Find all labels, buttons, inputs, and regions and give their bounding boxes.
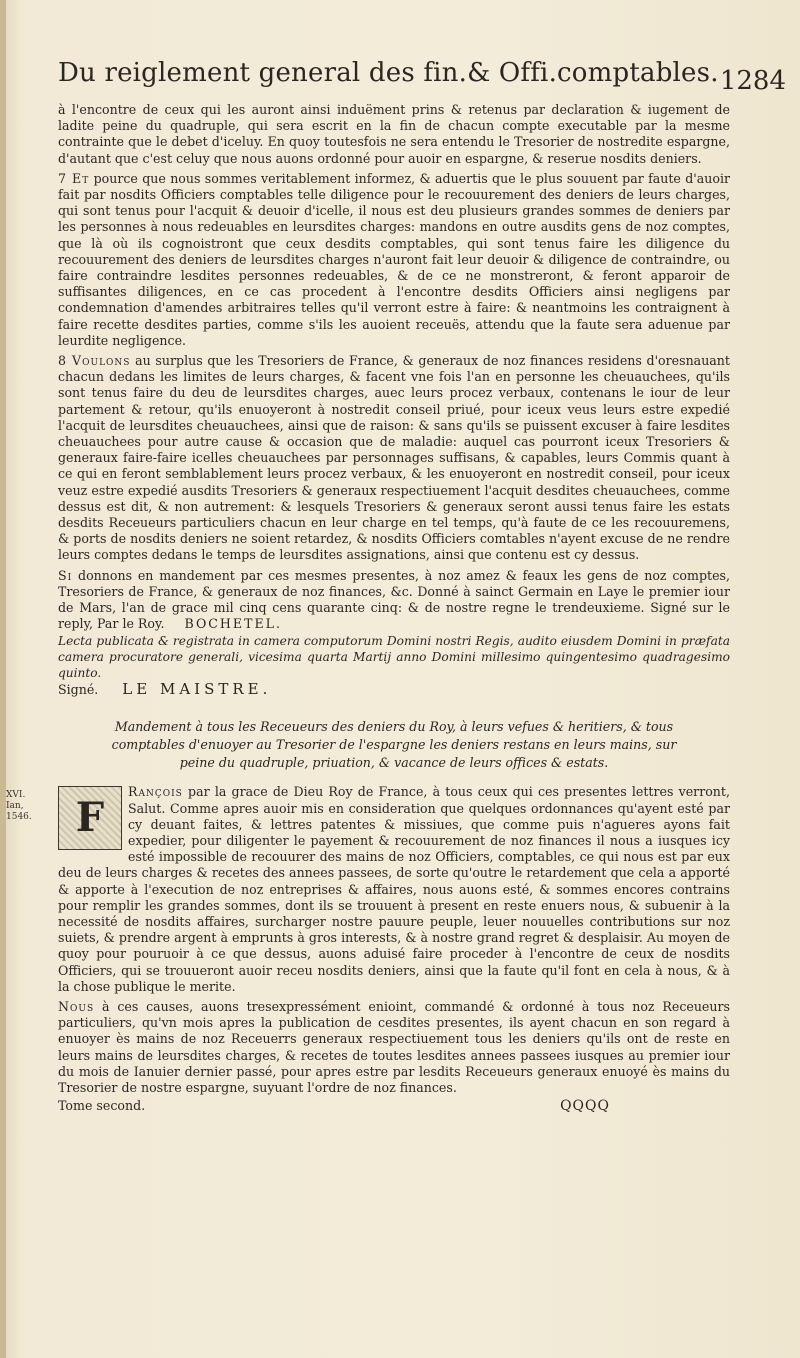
paragraph-7: [58, 171, 730, 349]
article-number: 7: [58, 170, 67, 186]
page-number: 1284: [719, 66, 786, 96]
body-text: [6, 102, 730, 1115]
paragraph-text: donnons en mandement par ces mesmes presentes, à noz amez & feaux les gens de noz comptes, Tresoriers de France, & generaux de noz finances, &c. Donné à sainct Germain en Laye le premier iour de Mars, l'an de grace mil cinq cens quarante cinq: & de nostre regne le trendeuxieme. Signé sur le reply, Par le Roy.: [58, 567, 730, 632]
running-title: Du reiglement general des fin.& Offi.comptables.: [58, 58, 719, 88]
paragraph-8: [58, 353, 730, 564]
second-document: [6, 784, 730, 1115]
margin-note-line: XVI.: [6, 790, 26, 801]
signe-label: Signé.: [58, 682, 99, 698]
signature-line: [58, 681, 730, 698]
page-header: [58, 58, 786, 96]
paragraph-9: [58, 568, 730, 633]
lead-word: Nous: [58, 998, 95, 1014]
page-footer: [58, 1098, 730, 1114]
lead-word: Rançois: [128, 784, 183, 800]
paragraph-6-continuation: à l'encontre de ceux qui les auront ainsi induëment prins & retenus par declaration & iugement de ladite peine du quadruple, qui sera escrit en la fin de chacun compte executable par la mesme contrainte que le debet d'iceluy. En quoy toutesfois ne sera entendu le Tresorier de nostredite espargne, d'autant que c'est celuy que nous auons ordonné pour auoir en espargne, & reserue nosdits deniers.: [58, 102, 730, 166]
mandate-title: Mandement à tous les Receueurs des deniers du Roy, à leurs vefues & heritiers, & tous comptables d'enuoyer au Tresorier de l'espargne les deniers restans en leurs mains, sur peine du quadruple, priuation, & vacance de leurs offices & estats.: [111, 719, 677, 771]
registration-note: Lecta publicata & registrata in camera computorum Domini nostri Regis, audito eiusdem Domini in præfata camera procuratore generali, vicesima quarta Martij anno Domini millesimo quingentesimo quadragesimo quinto.: [58, 633, 730, 680]
lead-word: Et: [72, 170, 90, 186]
volume-label: Tome second.: [58, 1098, 146, 1114]
signer-name: BOCHETEL.: [184, 616, 283, 632]
paragraph-text: à ces causes, auons tresexpressément enioint, commandé & ordonné à tous noz Receueurs particuliers, qu'vn mois apres la publication de cesdites presentes, ils ayent chacun en son regard à enuoyer ès mains de noz Receuerrs generaux respectiuement tous les deniers qu'ils ont de reste en leurs mains de leursdites charges, & recetes de toutes lesdites annees passees iusques au premier iour du mois de Ianuier dernier passé, pour apres estre par lesdits Receueurs generaux enuoyé ès mains du Tresorier de nostre espargne, suyuant l'ordre de noz finances.: [58, 998, 730, 1095]
second-paragraph-1: [58, 784, 730, 995]
paragraph-text: par la grace de Dieu Roy de France, à tous ceux qui ces presentes lettres verront, Salut. Comme apres auoir mis en consideration que quelques ordonnances qu'ayent esté par cy deuant faites, & lettres patentes & missiues, que comme puis n'agueres ayons fait expedier, pour diligenter le payement & recouurement de noz finances il nous a iusques icy esté impossible de recouurer des mains de noz Officiers, comptables, ce qui nous est par eux deu de leurs charges & recetes des annees passees, de sorte qu'outre le retardement que cela a apporté & apporte à l'execution de noz entreprises & affaires, nous auons esté, & sommes encores contrains pour remplir les grandes sommes, dont ils se trouuent à present en reste enuers nous, & subuenir à la necessité de nosdits affaires, surcharger nostre pauure peuple, leuer nouuelles contributions sur noz suiets, & prendre argent à emprunts à gros interests, & à nostre grand regret & desplaisir. Au moyen de quoy pour pouruoir à ce que dessus, auons aduisé faire proceder à l'encontre de ceux de nosdits Officiers, qui se trouueront auoir receu nosdits deniers, ainsi que la faute qu'il font en cela à nous, & à la chose publique le merite.: [58, 784, 730, 994]
margin-note-line: Ian, 1546.: [6, 801, 32, 823]
decorated-initial: F: [58, 786, 122, 850]
margin-note: [6, 790, 50, 823]
paragraph-text: pource que nous sommes veritablement informez, & aduertis que le plus souuent par faute d'auoir fait par nosdits Officiers comptables telle diligence pour le recouurement des deniers de leurs charges, qui sont tenus pour l'acquit & deuoir d'icelle, il nous est deu plusieurs grandes sommes de deniers par les personnes à nous redeuables en leursdites charges: mandons en outre ausdits gens de noz comptes, que là où ils cognoistront que ceux desdits comptables, qui sont tenus faire les diligence du recouurement des deniers de leursdites charges n'auront fait leur deuoir & diligence de contraindre, ou faire contraindre lesdites personnes redeuables, & de ce ne monstreront, & feront apparoir de suffisantes diligences, en ce cas procedent à l'encontre desdits Officiers ainsi negligens par condemnation d'amendes arbitraires telles qu'il verront estre à faire: & neantmoins les contraignent à faire recette desdites parties, comme s'ils les auoient receuës, attendu que la faute sera aduenue par leurdite negligence.: [58, 170, 730, 348]
signe-name: LE MAISTRE.: [122, 680, 272, 699]
signature-mark: QQQQ: [560, 1098, 610, 1115]
second-paragraph-2: [58, 999, 730, 1096]
article-number: 8: [58, 353, 67, 369]
lead-word: Voulons: [72, 353, 131, 369]
lead-word: Si: [58, 567, 73, 583]
paragraph-text: au surplus que les Tresoriers de France, & generaux de noz finances residens d'oresnauant chacun dedans les limites de leurs charges, & facent vne fois l'an en personne les cheuauchees, qu'ils sont tenus faire du deu de leursdites charges, auec leurs procez verbaux, contenans le iour de leur partement & retour, qu'ils enuoyeront à nostredit conseil priué, pour iceux veus leurs estre expedié l'acquit de leursdites cheuauchees, ainsi que de raison: & sans qu'ils se puissent excuser à faire lesdites cheuauchees pour autre cause & occasion que de maladie: auquel cas pourront iceux Tresoriers & generaux faire-faire icelles cheuauchees par personnages suffisans, & capables, leurs Commis quant à ce qui en feront semblablement leurs procez verbaux, & les enuoyeront en nostredit conseil, pour iceux veuz estre expedié ausdits Tresoriers & generaux respectiuement l'acquit desdites cheuauchees, comme dessus est dit, & non autrement: & lesquels Tresoriers & generaux seront aussi tenus faire les estats desdits Receueurs particuliers chacun en leur charge en tel temps, qu'à faute de ce les recouuremens, & ports de nosdits deniers ne soient retardez, & nosdits Officiers comtables n'ayent excuse de ne rendre leurs comptes dedans le temps de leursdites assignations, ainsi que contenu est cy dessus.: [58, 353, 730, 563]
